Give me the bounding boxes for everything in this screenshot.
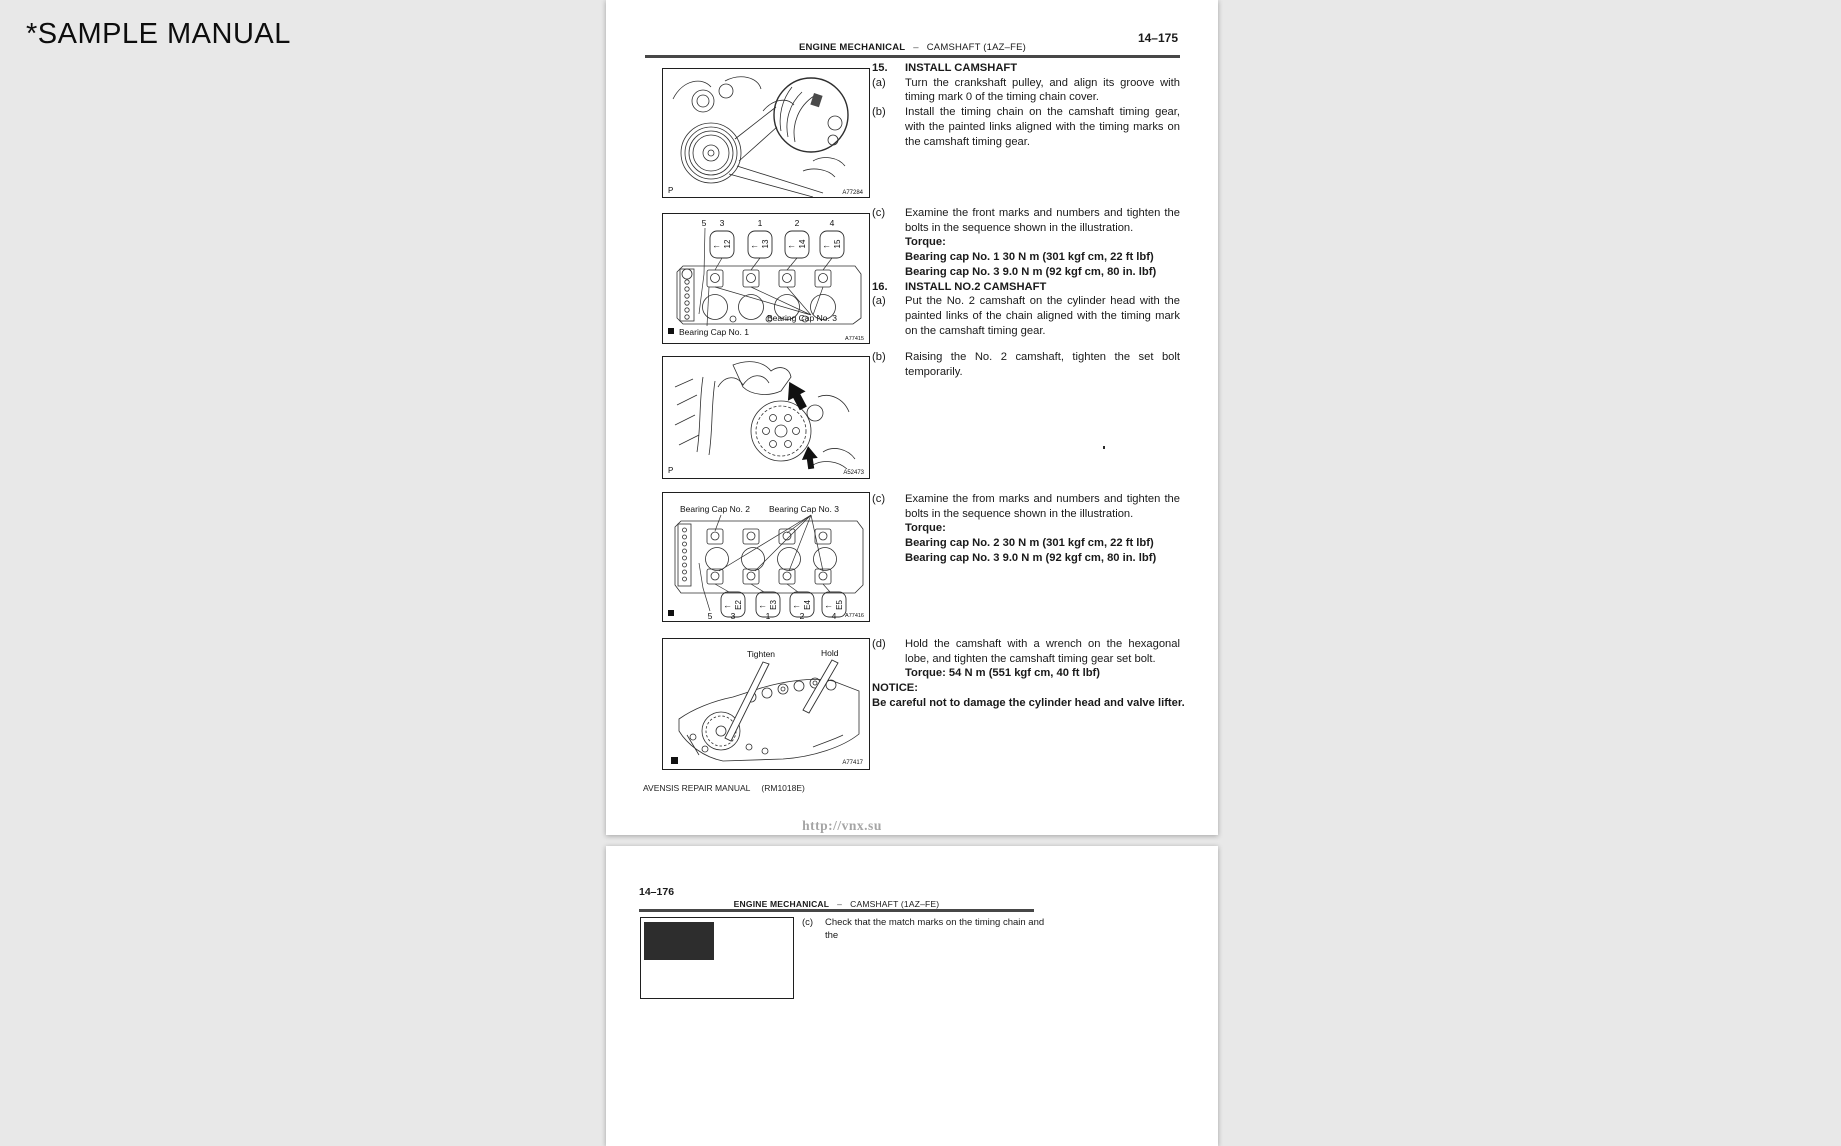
engine-line-art [675, 362, 855, 469]
step-title: INSTALL CAMSHAFT [905, 62, 1018, 74]
svg-text:←: ← [822, 240, 831, 250]
leader-lines [699, 515, 830, 611]
page-number: 14–175 [1137, 31, 1178, 45]
svg-text:3: 3 [719, 218, 725, 228]
step-block-sequence-1 [872, 206, 1180, 338]
torque-spec: Bearing cap No. 3 9.0 N m (92 kgf cm, 80 in. lbf) [905, 265, 1157, 278]
page-number: 14–176 [639, 886, 675, 898]
header-separator: – [913, 42, 919, 53]
figure-tighten-hold [662, 638, 870, 770]
bearing-cap-1-label: Bearing Cap No. 1 [679, 327, 749, 337]
substep-text: Raising the No. 2 camshaft, tighten the set bolt temporarily. [905, 351, 1180, 378]
svg-text:1: 1 [765, 611, 771, 621]
svg-text:14: 14 [798, 239, 807, 249]
sequence-numbers [702, 218, 835, 228]
step-title: INSTALL NO.2 CAMSHAFT [905, 280, 1047, 293]
svg-text:5: 5 [701, 218, 707, 228]
step-block-raise-camshaft [872, 350, 1180, 379]
sample-manual-watermark: *SAMPLE MANUAL [26, 18, 291, 50]
figure-id: A77416 [845, 613, 864, 619]
substep-text: Install the timing chain on the camshaft timing gear, with the painted links aligned with the timing marks on the camshaft timing gear. [905, 106, 1180, 148]
torque-spec: Bearing cap No. 3 9.0 N m (92 kgf cm, 80 in. lbf) [905, 551, 1157, 564]
figure-crankshaft-pulley [662, 68, 870, 198]
figure-partial-dark-area [644, 922, 714, 960]
substep-letter: (c) [802, 917, 814, 928]
step-number: 16. [872, 280, 888, 293]
section-header [645, 42, 1180, 53]
step-block-sequence-2 [872, 492, 1180, 566]
print-mark [668, 328, 674, 334]
torque-spec: Bearing cap No. 1 30 N m (301 kgf cm, 22 ft lbf) [905, 251, 1154, 264]
section-topic: CAMSHAFT (1AZ–FE) [850, 899, 940, 909]
svg-text:12: 12 [723, 239, 732, 249]
section-topic: CAMSHAFT (1AZ–FE) [926, 42, 1027, 53]
substep-letter: (a) [872, 295, 886, 308]
svg-text:2: 2 [799, 611, 805, 621]
sequence-numbers [708, 611, 837, 621]
svg-text:←: ← [787, 240, 796, 250]
substep-letter: (b) [872, 106, 886, 119]
svg-text:←: ← [758, 600, 767, 610]
svg-text:←: ← [723, 600, 732, 610]
step-block-install-camshaft [872, 61, 1180, 149]
print-mark-letter: P [668, 186, 674, 195]
substep-text: Check that the match marks on the timing chain and the [825, 917, 1045, 941]
substep-text: Turn the crankshaft pulley, and align its groove with timing mark 0 of the timing chain cover. [905, 76, 1180, 104]
manual-name: AVENSIS REPAIR MANUAL [643, 783, 751, 793]
substep-text: Hold the camshaft with a wrench on the hexagonal lobe, and tighten the camshaft timing gear set bolt. [905, 638, 1180, 665]
site-watermark: http://vnx.su [802, 818, 882, 833]
figure-id: A77415 [845, 336, 864, 342]
figure-bearing-cap-sequence-2 [662, 492, 870, 622]
section-header [639, 899, 1034, 909]
figure-partial [640, 917, 794, 999]
figure-camshaft-set-bolt [662, 356, 870, 479]
svg-text:E5: E5 [835, 600, 844, 610]
svg-text:3: 3 [730, 611, 736, 621]
section-title: ENGINE MECHANICAL [798, 42, 906, 53]
svg-text:5: 5 [707, 611, 713, 621]
substep-letter: (c) [872, 493, 886, 505]
svg-text:2: 2 [794, 218, 800, 228]
bearing-cap-2-label: Bearing Cap No. 2 [680, 504, 750, 514]
timing-mark [810, 93, 822, 107]
engine-line-art [679, 660, 859, 761]
svg-text:E2: E2 [734, 600, 743, 610]
partial-step [802, 916, 1047, 942]
substep-text: Examine the front marks and numbers and tighten the bolts in the sequence shown in the illustration. [905, 207, 1180, 234]
substep-text: Put the No. 2 camshaft on the cylinder head with the painted links of the chain aligned with the timing mark on the camshaft timing gear. [905, 295, 1180, 337]
svg-text:←: ← [792, 600, 801, 610]
svg-text:←: ← [712, 240, 721, 250]
bearing-cap-3-label: Bearing Cap No. 3 [767, 313, 837, 323]
engine-line-art [673, 77, 848, 197]
bearing-cap-3-label: Bearing Cap No. 3 [769, 504, 839, 514]
header-separator: – [837, 899, 843, 909]
manual-page-1 [606, 0, 1218, 835]
substep-letter: (a) [872, 76, 886, 89]
substep-letter: (b) [872, 351, 886, 363]
substep-letter: (c) [872, 207, 886, 219]
up-arrow-icon [780, 377, 812, 413]
figure-id: A77417 [842, 760, 863, 766]
svg-text:←: ← [824, 600, 833, 610]
svg-text:E4: E4 [803, 600, 812, 610]
substep-text: Examine the from marks and numbers and tighten the bolts in the sequence shown in the illustration. [905, 493, 1180, 520]
svg-text:1: 1 [757, 218, 763, 228]
torque-label: Torque: [905, 522, 946, 535]
print-mark [668, 610, 674, 616]
print-mark [671, 757, 678, 764]
torque-spec: Torque: 54 N m (551 kgf cm, 40 ft lbf) [905, 667, 1100, 680]
svg-text:4: 4 [831, 611, 837, 621]
section-title: ENGINE MECHANICAL [733, 899, 830, 909]
svg-text:←: ← [750, 240, 759, 250]
manual-code: (RM1018E) [761, 783, 805, 793]
manual-footer [643, 783, 805, 793]
figure-id: A52473 [843, 470, 864, 476]
figure-bearing-cap-sequence-1 [662, 213, 870, 344]
substep-letter: (d) [872, 638, 886, 650]
step-block-hold-tighten [872, 637, 1185, 711]
svg-text:15: 15 [833, 239, 842, 249]
notice-text: Be careful not to damage the cylinder head and valve lifter. [872, 696, 1185, 709]
figure-id: A77284 [842, 190, 863, 196]
header-rule [639, 909, 1034, 912]
tighten-label: Tighten [747, 649, 776, 659]
stray-period-mark [1103, 446, 1105, 449]
up-arrow-icon [800, 445, 819, 470]
step-number: 15. [872, 62, 888, 74]
svg-text:E3: E3 [769, 600, 778, 610]
torque-label: Torque: [905, 236, 946, 249]
print-mark-letter: P [668, 466, 674, 475]
svg-text:13: 13 [761, 239, 770, 249]
notice-label: NOTICE: [872, 682, 918, 695]
hold-label: Hold [821, 648, 839, 658]
torque-spec: Bearing cap No. 2 30 N m (301 kgf cm, 22 ft lbf) [905, 537, 1154, 550]
manual-page-2 [606, 846, 1218, 1146]
header-rule [645, 55, 1180, 58]
svg-text:4: 4 [829, 218, 835, 228]
